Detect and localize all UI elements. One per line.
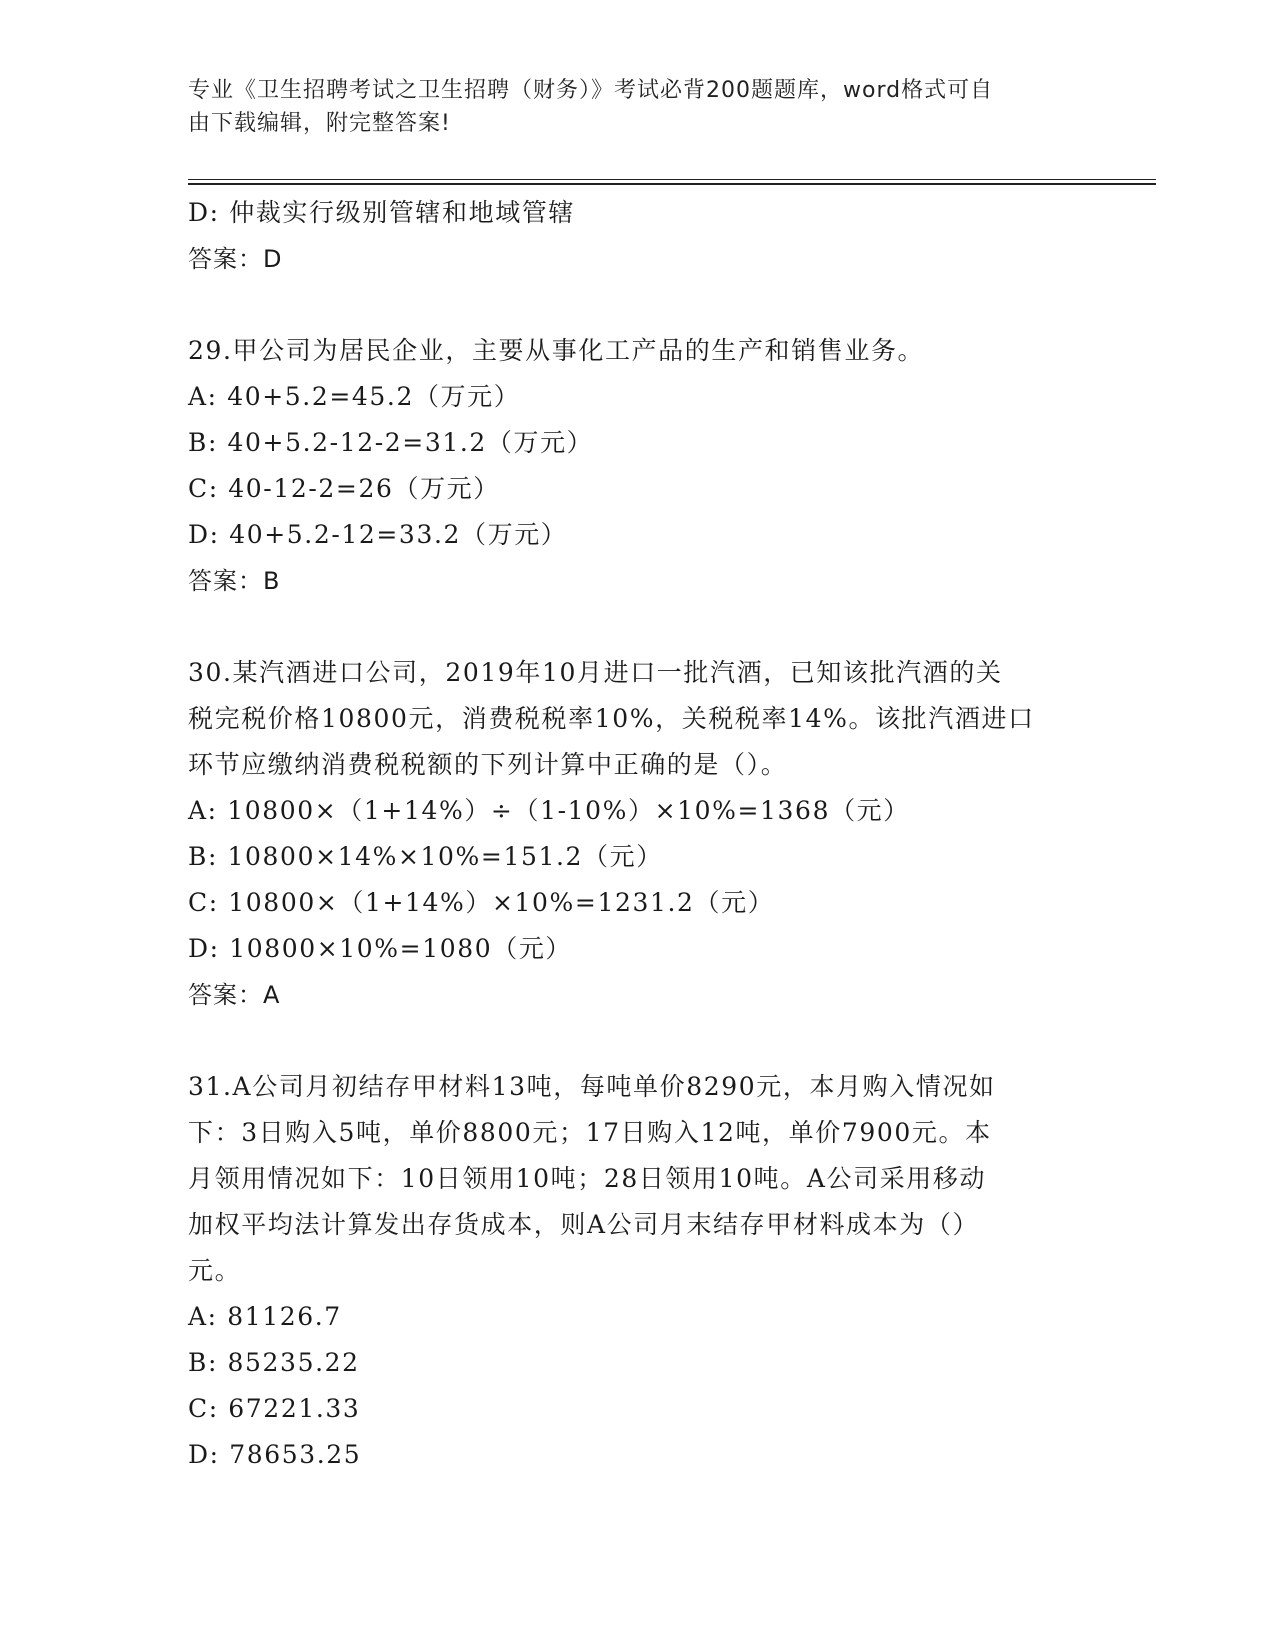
option-a: A: 10800×（1+14%）÷（1-10%）×10%=1368（元）	[188, 796, 910, 825]
previous-question-tail	[188, 190, 1088, 282]
spacer	[188, 1018, 1088, 1064]
answer-line: 答案：A	[188, 981, 281, 1009]
option-d: D: 10800×10%=1080（元）	[188, 934, 573, 963]
answer-line: 答案：B	[188, 567, 281, 595]
question-stem-line: 下：3日购入5吨，单价8800元；17日购入12吨，单价7900元。本	[188, 1118, 992, 1147]
option-b: B: 10800×14%×10%=151.2（元）	[188, 842, 663, 871]
spacer	[188, 604, 1088, 650]
option-c: C: 10800×（1+14%）×10%=1231.2（元）	[188, 888, 775, 917]
option-a: A: 81126.7	[188, 1302, 342, 1331]
question-stem-line: 31.A公司月初结存甲材料13吨，每吨单价8290元，本月购入情况如	[188, 1072, 996, 1101]
question-stem-line: 加权平均法计算发出存货成本，则A公司月末结存甲材料成本为（）	[188, 1210, 980, 1239]
header-line-2: 由下载编辑，附完整答案!	[188, 111, 451, 136]
spacer	[188, 282, 1088, 328]
answer-line: 答案：D	[188, 245, 283, 273]
question-stem-line: 月领用情况如下：10日领用10吨；28日领用10吨。A公司采用移动	[188, 1164, 987, 1193]
option-b: B: 85235.22	[188, 1348, 360, 1377]
question-stem-line: 30.某汽酒进口公司，2019年10月进口一批汽酒，已知该批汽酒的关	[188, 658, 1003, 687]
option-d: D: 78653.25	[188, 1440, 362, 1469]
option-d: D: 40+5.2-12=33.2（万元）	[188, 520, 568, 549]
question-30	[188, 650, 1088, 1018]
option-d: D: 仲裁实行级别管辖和地域管辖	[188, 198, 576, 227]
option-a: A: 40+5.2=45.2（万元）	[188, 382, 521, 411]
header-divider-thin	[188, 179, 1156, 180]
document-header	[188, 74, 1068, 140]
question-stem: 29.甲公司为居民企业，主要从事化工产品的生产和销售业务。	[188, 336, 925, 365]
question-stem-line: 元。	[188, 1256, 242, 1285]
question-stem-line: 税完税价格10800元，消费税税率10%，关税税率14%。该批汽酒进口	[188, 704, 1035, 733]
question-stem-line: 环节应缴纳消费税税额的下列计算中正确的是（）。	[188, 750, 788, 779]
header-line-1: 专业《卫生招聘考试之卫生招聘（财务）》考试必背200题题库，word格式可自	[188, 78, 994, 103]
question-29	[188, 328, 1088, 604]
option-c: C: 40-12-2=26（万元）	[188, 474, 500, 503]
question-content	[188, 190, 1088, 1478]
header-divider-thick	[188, 183, 1156, 185]
option-c: C: 67221.33	[188, 1394, 361, 1423]
option-b: B: 40+5.2-12-2=31.2（万元）	[188, 428, 594, 457]
question-31	[188, 1064, 1088, 1478]
